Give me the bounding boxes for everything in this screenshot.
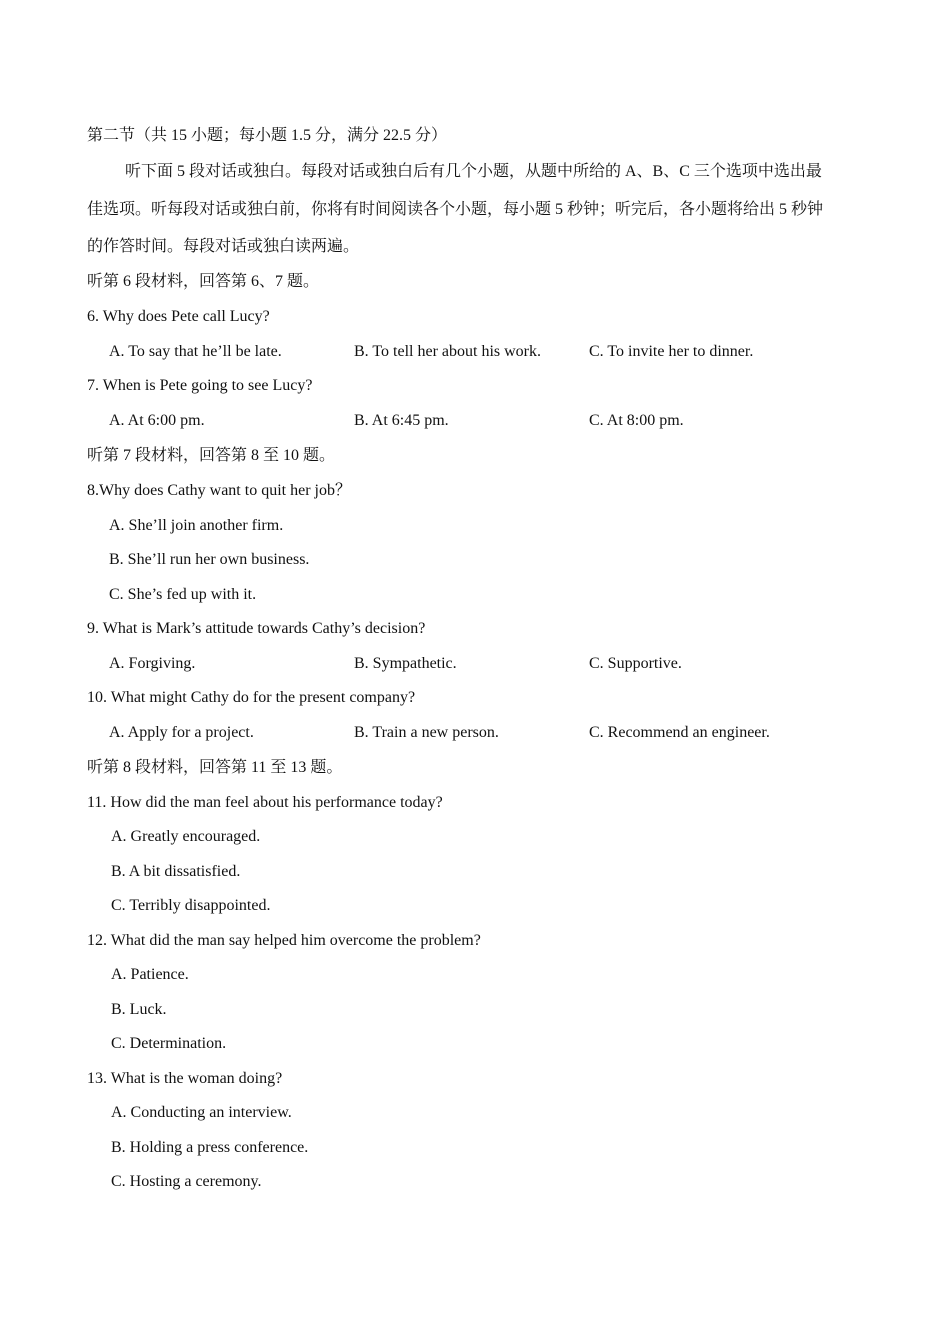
option-13b[interactable]: B. Holding a press conference. [111, 1139, 309, 1156]
group-prompt: 听第 8 段材料，回答第 11 至 13 题。 [87, 759, 343, 776]
instructions-line-2: 佳选项。听每段对话或独白前，你将有时间阅读各个小题，每小题 5 秒钟；听完后，各小题将给出 5 秒钟 [87, 201, 824, 218]
option-13a[interactable]: A. Conducting an interview. [111, 1104, 292, 1121]
option-12b[interactable]: B. Luck. [111, 1001, 167, 1018]
option-10b[interactable]: B. Train a new person. [354, 724, 499, 741]
option-6b[interactable]: B. To tell her about his work. [354, 343, 542, 360]
option-11c[interactable]: C. Terribly disappointed. [111, 897, 271, 914]
question-stem-13: 13. What is the woman doing? [87, 1070, 283, 1087]
option-6c[interactable]: C. To invite her to dinner. [589, 343, 754, 360]
option-9c[interactable]: C. Supportive. [589, 655, 682, 672]
option-8a[interactable]: A. She’ll join another firm. [109, 517, 284, 534]
option-9b[interactable]: B. Sympathetic. [354, 655, 457, 672]
option-7c[interactable]: C. At 8:00 pm. [589, 412, 684, 429]
option-11a[interactable]: A. Greatly encouraged. [111, 828, 261, 845]
option-9a[interactable]: A. Forgiving. [109, 655, 196, 672]
option-8b[interactable]: B. She’ll run her own business. [109, 551, 310, 568]
option-10c[interactable]: C. Recommend an engineer. [589, 724, 770, 741]
option-8c[interactable]: C. She’s fed up with it. [109, 586, 257, 603]
question-stem-8: 8.Why does Cathy want to quit her job？ [87, 482, 351, 499]
question-stem-7: 7. When is Pete going to see Lucy? [87, 377, 313, 394]
group-prompt: 听第 6 段材料，回答第 6、7 题。 [87, 273, 320, 290]
question-stem-10: 10. What might Cathy do for the present company? [87, 689, 416, 706]
option-12a[interactable]: A. Patience. [111, 966, 189, 983]
option-10a[interactable]: A. Apply for a project. [109, 724, 254, 741]
option-7b[interactable]: B. At 6:45 pm. [354, 412, 449, 429]
option-13c[interactable]: C. Hosting a ceremony. [111, 1173, 262, 1190]
option-11b[interactable]: B. A bit dissatisfied. [111, 863, 241, 880]
instructions-line-3: 的作答时间。每段对话或独白读两遍。 [87, 238, 360, 255]
question-stem-12: 12. What did the man say helped him overcome the problem? [87, 932, 481, 949]
section-heading: 第二节（共 15 小题；每小题 1.5 分，满分 22.5 分） [87, 127, 448, 144]
option-7a[interactable]: A. At 6:00 pm. [109, 412, 205, 429]
question-stem-11: 11. How did the man feel about his performance today? [87, 794, 443, 811]
group-prompt: 听第 7 段材料，回答第 8 至 10 题。 [87, 447, 336, 464]
option-12c[interactable]: C. Determination. [111, 1035, 227, 1052]
question-stem-9: 9. What is Mark’s attitude towards Cathy’s decision? [87, 620, 426, 637]
question-stem-6: 6. Why does Pete call Lucy? [87, 308, 270, 325]
option-6a[interactable]: A. To say that he’ll be late. [109, 343, 282, 360]
instructions-line-1: 听下面 5 段对话或独白。每段对话或独白后有几个小题，从题中所给的 A、B、C 三个选项中选出最 [125, 163, 822, 180]
